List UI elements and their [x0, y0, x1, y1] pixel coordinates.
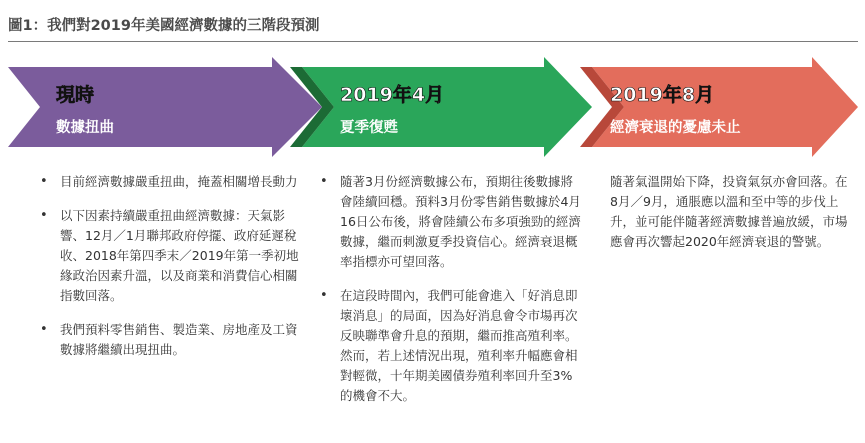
stage-2-subtitle: 夏季復甦	[340, 120, 398, 136]
stage-3-subtitle: 經濟衰退的憂慮未止	[610, 120, 741, 136]
figure-title: 圖1：我們對2019年美國經濟數據的三階段預測	[8, 18, 320, 34]
stage-arrow-3	[592, 57, 858, 157]
stage-3-paragraph: 隨著氣溫開始下降，投資氣氛亦會回落。在8月／9月，通脹應以溫和至中等的步伐上升，並可能伴隨著經濟數據普遍放緩，市場應會再次響起2020年經濟衰退的警號。	[610, 174, 848, 249]
list-item: • 目前經濟數據嚴重扭曲，掩蓋相關增長動力	[30, 172, 305, 192]
list-item: • 在這段時間內，我們可能會進入「好消息即壞消息」的局面，因為好消息會令市場再次反映聯準會升息的預期，繼而推高殖利率。然而，若上述情況出現，殖利率升幅應會相對輕微，十年期美國債券殖利率回升至3%的機會不大。	[310, 286, 582, 406]
stage-arrow-1	[8, 57, 322, 157]
list-item: • 隨著3月份經濟數據公布，預期往後數據將會陸續回穩。預料3月份零售銷售數據於4月16日公布後，將會陸續公布多項強勁的經濟數據，繼而刺激夏季投資信心。經濟衰退概率指標亦可望回落。	[310, 172, 582, 272]
stage-2-details	[310, 172, 582, 420]
stage-1-subtitle: 數據扭曲	[56, 120, 114, 136]
stage-1-title: 現時	[56, 84, 95, 106]
stage-3-title: 2019年8月	[610, 84, 715, 106]
list-item: • 我們預料零售銷售、製造業、房地產及工資數據將繼續出現扭曲。	[30, 320, 305, 360]
stage-arrow-2	[302, 57, 592, 157]
list-item: • 以下因素持續嚴重扭曲經濟數據：天氣影響、12月／1月聯邦政府停擺、政府延遲稅收、2018年第四季末／2019年第一季初地緣政治因素升溫，以及商業和消費信心相關指數回落。	[30, 206, 305, 306]
stage-2-title: 2019年4月	[340, 84, 445, 106]
stage-1-details	[30, 172, 305, 374]
stage-3-details	[610, 172, 848, 252]
